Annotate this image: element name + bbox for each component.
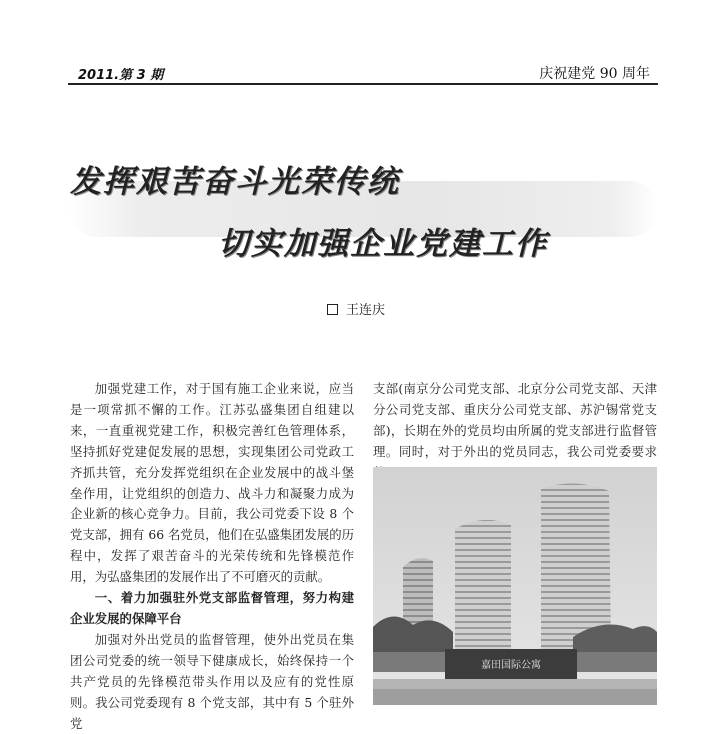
byline-box-icon <box>327 304 338 315</box>
byline <box>327 299 385 318</box>
article-title-line-2: 切实加强企业党建工作 <box>218 226 548 262</box>
section-paragraph: 加强对外出党员的监督管理，使外出党员在集团公司党委的统一领导下健康成长，始终保持一个共产党员的先锋模范带头作用以及应有的党性原则。我公司党委现有 8 个党支部，其中有 5 个驻外党 <box>70 631 354 731</box>
sign-text: 嘉田国际公寓 <box>481 660 541 671</box>
tower-middle <box>455 520 511 649</box>
header-rule <box>68 83 658 85</box>
author-name: 王连庆 <box>346 303 386 318</box>
issue-label: 2011.第 3 期 <box>78 68 164 83</box>
left-column <box>70 379 354 734</box>
page-header <box>68 62 658 82</box>
article-title-line-1: 发挥艰苦奋斗光荣传统 <box>70 164 400 200</box>
building-photo <box>373 467 657 705</box>
section-subheading: 一、着力加强驻外党支部监督管理，努力构建企业发展的保障平台 <box>70 590 354 626</box>
continued-paragraph: 支部(南京分公司党支部、北京分公司党支部、天津分公司党支部、重庆分公司党支部、苏沪锡常党支部)，长期在外的党员均由所属的党支部进行监督管理。同时，对于外出的党员同志，我公司党委要求 <box>373 381 657 459</box>
intro-paragraph: 加强党建工作，对于国有施工企业来说，应当是一项常抓不懈的工作。江苏弘盛集团自组建以来，一直重视党建工作，积极完善红色管理体系，坚持抓好党建促发展的思想，实现集团公司党政工齐抓共管，充分发挥党组织在企业发展中的战斗堡垒作用，让党组织的创造力、战斗力和凝聚力成为企业新的核心竞争力。目前，我公司党委下设 8 个党支部，拥有 66 名党员，他们在弘盛集团发展的历程中，发挥了艰苦奋斗的光荣传统和先锋模范作用，为弘盛集团的发展作出了不可磨灭的贡献。 <box>70 381 354 585</box>
section-label: 庆祝建党 90 周年 <box>539 66 650 82</box>
tower-right <box>541 483 611 649</box>
